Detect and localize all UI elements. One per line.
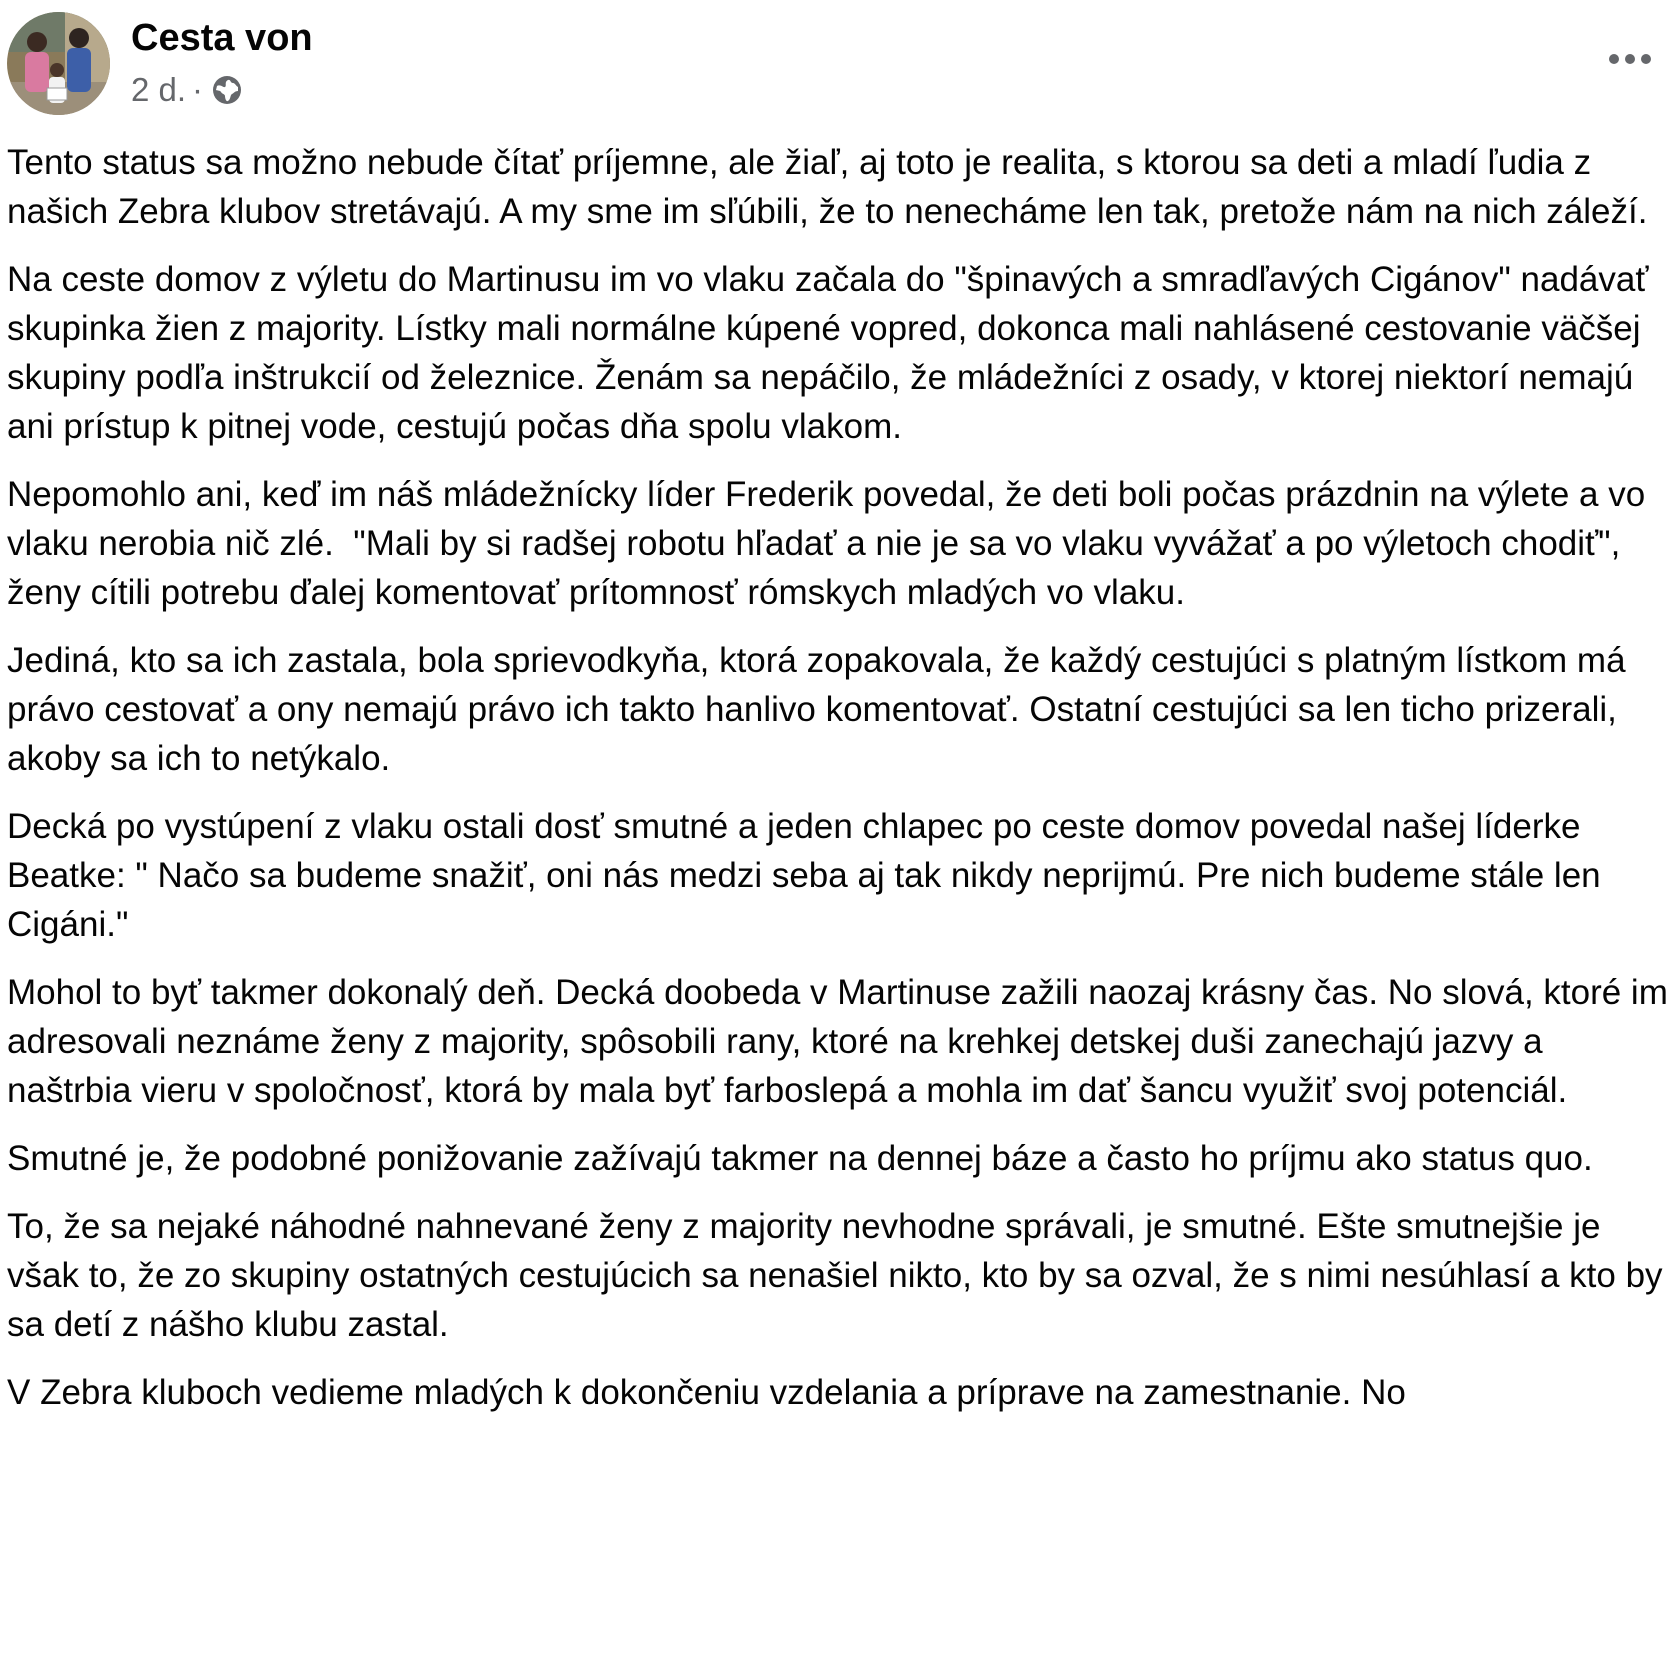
post-paragraph: Nepomohlo ani, keď im náš mládežnícky líder Frederik povedal, že deti boli počas prázdnin na výlete a vo vlaku nerobia nič zlé. "Mali by si radšej robotu hľadať a nie je sa vo vlaku vyvážať a po výletoch chodiť", ženy cítili potrebu ďalej komentovať prítomnosť rómskych mladých vo vlaku. [7, 475, 1655, 612]
globe-icon [211, 74, 243, 106]
meta-separator: · [192, 71, 204, 108]
post-paragraph: Na ceste domov z výletu do Martinusu im vo vlaku začala do "špinavých a smradľavých Cigánov" nadávať skupinka žien z majority. Lístky mali normálne kúpené vopred, dokonca mali nahlásené cestovanie väčšej skupiny podľa inštrukcií od železnice. Ženám sa nepáčilo, že mládežníci z osady, v ktorej niektorí nemajú ani prístup k pitnej vode, cestujú počas dňa spolu vlakom. [7, 260, 1659, 446]
post-paragraph: Tento status sa možno nebude čítať príjemne, ale žiaľ, aj toto je realita, s ktorou sa deti a mladí ľudia z našich Zebra klubov stretávajú. A my sme im sľúbili, že to nenecháme len tak, pretože nám na nich záleží. [7, 143, 1648, 231]
post-meta [131, 68, 243, 112]
post-timestamp[interactable]: 2 d. [131, 71, 187, 108]
post-text [7, 138, 1678, 1436]
post-paragraph: Mohol to byť takmer dokonalý deň. Decká doobeda v Martinuse zažili naozaj krásny čas. No slová, ktoré im adresovali neznáme ženy z majority, spôsobili rany, ktoré na krehkej detskej duši zanechajú jazvy a naštrbia vieru v spoločnosť, ktorá by mala byť farboslepá a mohla im dať šancu využiť svoj potenciál. [7, 973, 1678, 1110]
post-paragraph: Decká po vystúpení z vlaku ostali dosť smutné a jeden chlapec po ceste domov povedal našej líderke Beatke: " Načo sa budeme snažiť, oni nás medzi seba aj tak nikdy neprijmú. Pre nich budeme stále len Cigáni." [7, 807, 1611, 944]
page-name[interactable]: Cesta von [131, 17, 313, 59]
post-paragraph: V Zebra kluboch vedieme mladých k dokončeniu vzdelania a príprave na zamestnanie. No [7, 1373, 1406, 1412]
post-paragraph: Smutné je, že podobné ponižovanie zažívajú takmer na dennej báze a často ho príjmu ako status quo. [7, 1139, 1593, 1178]
post-header [0, 0, 1680, 120]
more-options-button[interactable] [1600, 42, 1660, 76]
post-paragraph: Jediná, kto sa ich zastala, bola sprievodkyňa, ktorá zopakovala, že každý cestujúci s platným lístkom má právo cestovať a ony nemajú právo ich takto hanlivo komentovať. Ostatní cestujúci sa len ticho prizerali, akoby sa ich to netýkalo. [7, 641, 1636, 778]
post-paragraph: To, že sa nejaké náhodné nahnevané ženy z majority nevhodne správali, je smutné. Ešte smutnejšie je však to, že zo skupiny ostatných cestujúcich sa nenašiel nikto, kto by sa ozval, že s nimi nesúhlasí a kto by sa detí z nášho klubu zastal. [7, 1207, 1673, 1344]
more-horizontal-icon [1608, 53, 1652, 65]
page-avatar[interactable] [7, 12, 110, 115]
